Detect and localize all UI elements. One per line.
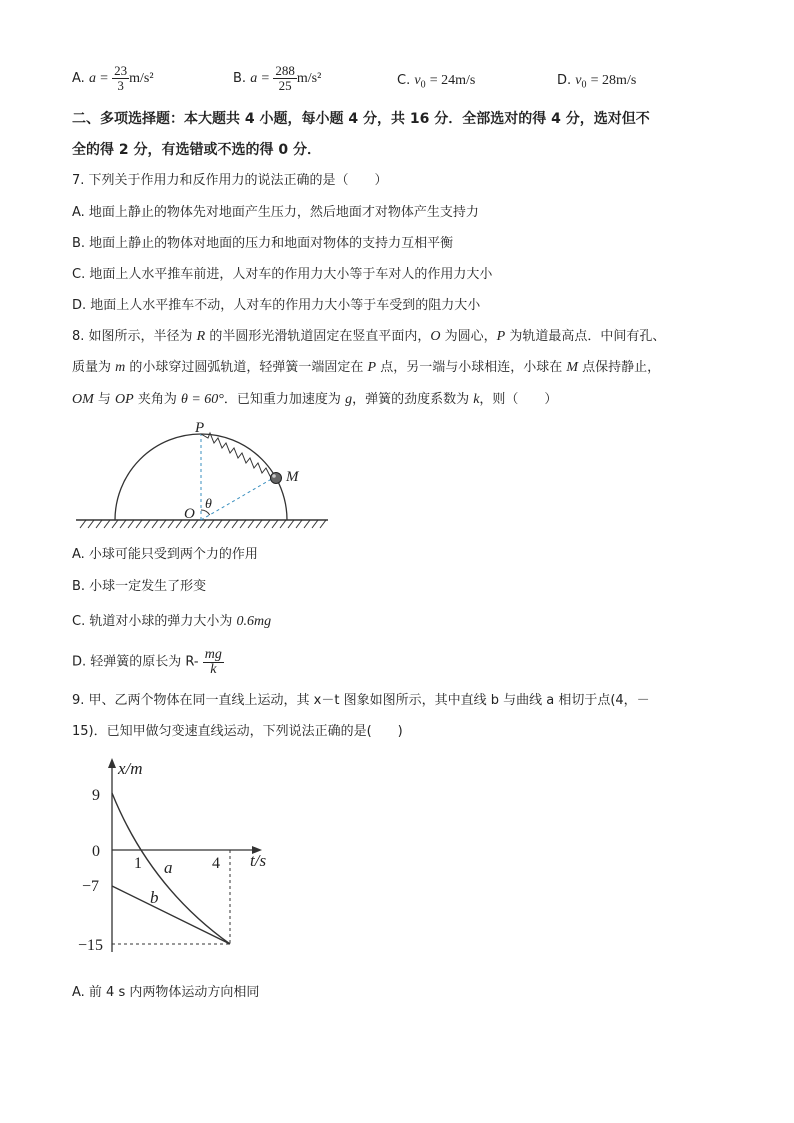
var-v: v bbox=[414, 73, 421, 88]
y-axis-label: x/m bbox=[118, 759, 143, 778]
q9-option-a: A. 前 4 s 内两物体运动方向相同 bbox=[72, 985, 260, 1000]
var-v: v bbox=[575, 73, 582, 88]
q6-option-b bbox=[233, 64, 321, 93]
unit: m/s² bbox=[129, 71, 154, 86]
subscript: 0 bbox=[581, 79, 587, 91]
var-OP: OP bbox=[115, 392, 134, 407]
section2-heading-line2: 全的得 2 分，有选错或不选的得 0 分． bbox=[72, 142, 321, 158]
q6-option-d bbox=[557, 72, 636, 95]
q8-option-b: B. 小球一定发生了形变 bbox=[72, 579, 207, 594]
q9-stem-line2: 15)．已知甲做匀变速直线运动，下列说法正确的是( ) bbox=[72, 724, 403, 739]
var-m: m bbox=[115, 360, 126, 375]
value: = 28m/s bbox=[590, 73, 637, 88]
theta-value: θ = 60° bbox=[180, 392, 224, 407]
text: 8. 如图所示，半径为 bbox=[72, 329, 197, 344]
text: ，则（ ） bbox=[479, 392, 558, 407]
tick-0: 0 bbox=[92, 843, 100, 860]
equals: = bbox=[261, 71, 270, 86]
q8-stem-line2 bbox=[72, 359, 660, 377]
q8-option-c bbox=[72, 613, 271, 631]
x-axis-label: t/s bbox=[250, 851, 267, 870]
var-OM: OM bbox=[72, 392, 94, 407]
numerator: 23 bbox=[114, 63, 128, 78]
option-label: A. bbox=[72, 71, 85, 86]
tick-9: 9 bbox=[92, 787, 100, 804]
var-O: O bbox=[430, 329, 441, 344]
subscript: 0 bbox=[420, 79, 426, 91]
label-O: O bbox=[184, 506, 195, 522]
denominator: k bbox=[210, 662, 217, 677]
q9-stem-line1: 9. 甲、乙两个物体在同一直线上运动，其 x－t 图象如图所示，其中直线 b 与曲线 a 相切于点(4，－ bbox=[72, 693, 650, 708]
label-theta: θ bbox=[205, 497, 212, 512]
q7-stem: 7. 下列关于作用力和反作用力的说法正确的是（ ） bbox=[72, 173, 388, 188]
value: = 24m/s bbox=[429, 73, 476, 88]
line-b bbox=[112, 886, 230, 944]
var-g: g bbox=[345, 392, 353, 407]
q8-stem-line1 bbox=[72, 328, 665, 346]
label-curve-a: a bbox=[164, 858, 173, 877]
q7-option-a: A. 地面上静止的物体先对地面产生压力，然后地面才对物体产生支持力 bbox=[72, 205, 479, 220]
text: D. 轻弹簧的原长为 R- bbox=[72, 654, 199, 670]
option-label: D. bbox=[557, 73, 572, 88]
q8-option-a: A. 小球可能只受到两个力的作用 bbox=[72, 547, 258, 562]
denominator: 25 bbox=[278, 78, 292, 93]
label-P: P bbox=[195, 420, 205, 436]
tick-m15: −15 bbox=[78, 937, 104, 954]
text: 点保持静止， bbox=[578, 360, 661, 375]
y-axis-arrow bbox=[108, 758, 116, 768]
option-label: B. bbox=[233, 71, 247, 86]
spring bbox=[201, 433, 275, 477]
var-R: R bbox=[196, 329, 206, 344]
q8-figure bbox=[70, 416, 340, 536]
q7-option-b: B. 地面上静止的物体对地面的压力和地面对物体的支持力互相平衡 bbox=[72, 236, 454, 251]
section2-heading-line1: 二、多项选择题：本大题共 4 小题，每小题 4 分，共 16 分．全部选对的得 4 分，选对但不 bbox=[72, 111, 650, 127]
text: C. 轨道对小球的弹力大小为 bbox=[72, 614, 237, 629]
q8-option-d bbox=[72, 648, 224, 677]
text: ，弹簧的劲度系数为 bbox=[352, 392, 474, 407]
text: 的半圆形光滑轨道固定在竖直平面内， bbox=[205, 329, 431, 344]
fraction bbox=[203, 648, 224, 677]
q9-xt-graph bbox=[70, 752, 290, 962]
var-M: M bbox=[566, 360, 579, 375]
q7-option-c: C. 地面上人水平推车前进，人对车的作用力大小等于车对人的作用力大小 bbox=[72, 267, 493, 282]
tick-1: 1 bbox=[134, 855, 142, 872]
text: ．已知重力加速度为 bbox=[223, 392, 346, 407]
text: 夹角为 bbox=[133, 392, 181, 407]
value: 0.6mg bbox=[236, 614, 272, 629]
var-P: P bbox=[496, 329, 506, 344]
unit: m/s² bbox=[296, 71, 322, 86]
ball bbox=[271, 473, 282, 484]
equals: = bbox=[100, 71, 108, 86]
q6-option-c bbox=[397, 72, 475, 95]
fraction bbox=[273, 64, 297, 93]
q8-stem-line3 bbox=[72, 391, 557, 409]
label-line-b: b bbox=[150, 888, 159, 907]
q7-option-d: D. 地面上人水平推车不动，人对车的作用力大小等于车受到的阻力大小 bbox=[72, 298, 481, 313]
ball-highlight bbox=[272, 474, 276, 478]
var-a: a bbox=[250, 71, 258, 86]
text: 为轨道最高点．中间有孔、 bbox=[505, 329, 666, 344]
dashed-om bbox=[201, 477, 275, 520]
ground-hatch bbox=[80, 520, 326, 528]
text: 质量为 bbox=[72, 360, 116, 375]
var-P: P bbox=[367, 360, 377, 375]
option-label: C. bbox=[397, 73, 411, 88]
q6-option-a bbox=[72, 64, 154, 93]
numerator: mg bbox=[204, 647, 222, 662]
var-a: a bbox=[88, 71, 96, 86]
tick-4: 4 bbox=[212, 855, 220, 872]
tick-m7: −7 bbox=[82, 878, 100, 895]
text: 的小球穿过圆弧轨道，轻弹簧一端固定在 bbox=[125, 360, 368, 375]
text: 点，另一端与小球相连，小球在 bbox=[376, 360, 567, 375]
var-k: k bbox=[473, 392, 480, 407]
fraction bbox=[112, 64, 129, 93]
text: 为圆心， bbox=[440, 329, 497, 344]
label-M: M bbox=[286, 469, 299, 485]
text: 与 bbox=[93, 392, 116, 407]
numerator: 288 bbox=[275, 63, 295, 78]
denominator: 3 bbox=[117, 78, 124, 93]
